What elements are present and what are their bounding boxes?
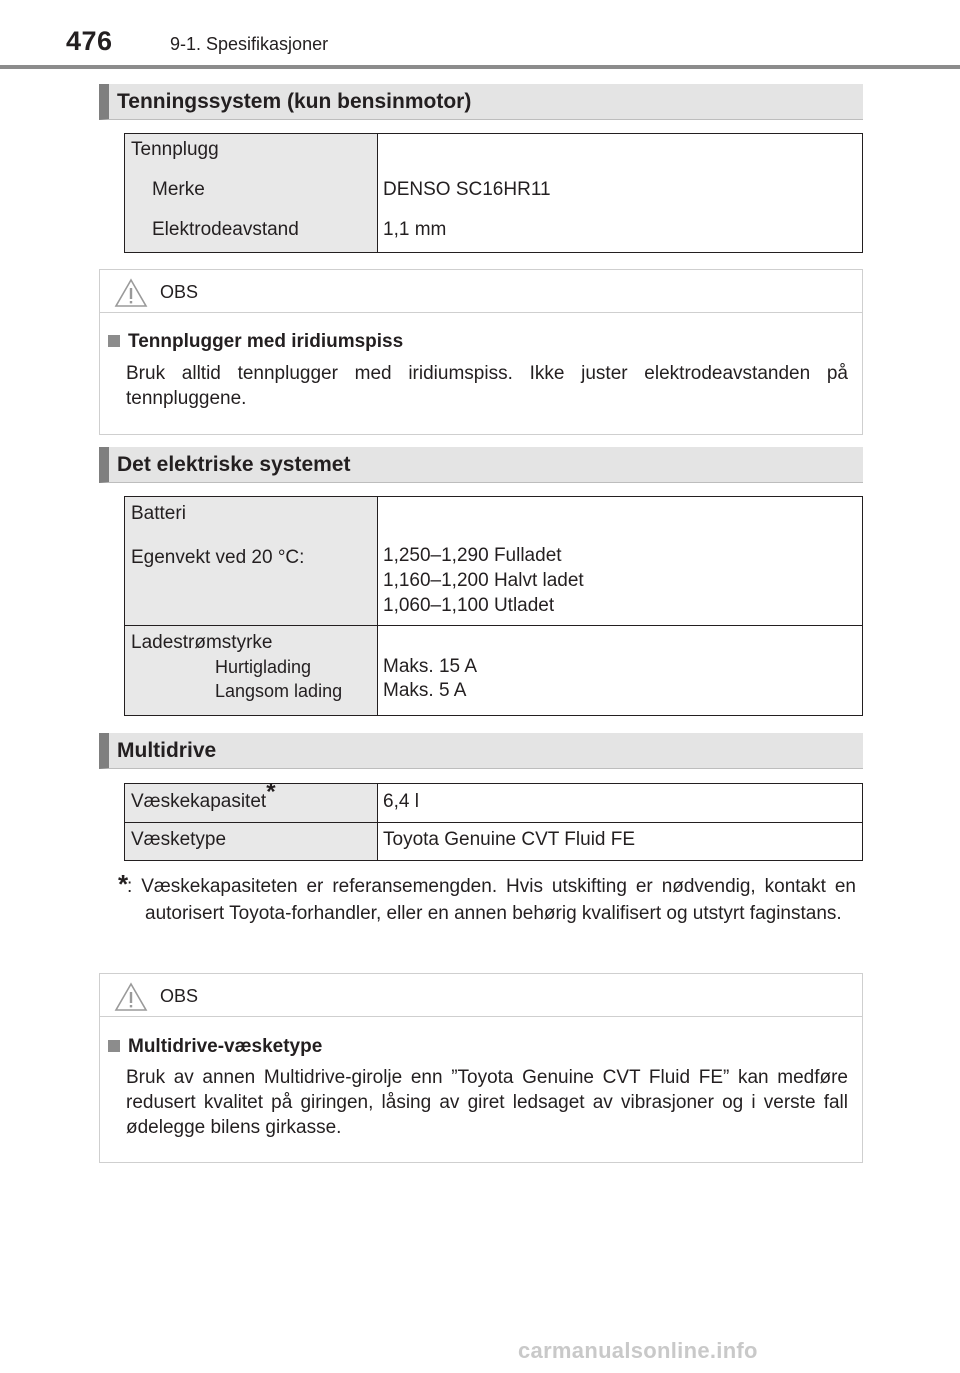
page-number: 476 — [66, 26, 113, 56]
capacity-value-cell — [378, 784, 863, 823]
section-title-multidrive: Multidrive — [117, 739, 217, 762]
chapter-title: 9-1. Spesifikasjoner — [170, 34, 329, 54]
caution-label: OBS — [160, 986, 199, 1006]
warning-triangle-icon — [114, 278, 148, 308]
caution-header — [100, 270, 862, 313]
capacity-label: Væskekapasitet — [131, 791, 267, 812]
battery-label: Batteri — [131, 503, 186, 524]
table-row — [125, 784, 863, 823]
fluid-type-value-cell — [378, 823, 863, 861]
capacity-value: 6,4 l — [383, 791, 419, 812]
ignition-spec-table — [124, 133, 863, 253]
watermark: carmanualsonline.info — [518, 1338, 758, 1363]
caution-subtitle-text: Tennplugger med iridiumspiss — [128, 331, 404, 352]
fluid-type-label-cell — [125, 823, 378, 861]
footnote-star: * — [118, 869, 129, 899]
section-heading-electrical — [99, 447, 863, 483]
density-full: 1,250–1,290 Fulladet — [383, 545, 562, 566]
brand-label: Merke — [152, 179, 205, 200]
caution-body: Bruk alltid tennplugger med iridiumspiss. Ikke juster elektrodeavstanden på tennpluggene. — [126, 363, 848, 409]
capacity-label-cell — [125, 778, 378, 823]
fast-charge-label: Hurtiglading — [215, 657, 312, 677]
section-title-ignition: Tenningssystem (kun bensinmotor) — [117, 90, 472, 113]
spark-plug-label: Tennplugg — [131, 139, 219, 160]
slow-charge-value: Maks. 5 A — [383, 680, 467, 701]
caution-box-multidrive — [99, 973, 863, 1163]
multidrive-spec-table — [124, 778, 863, 861]
slow-charge-label: Langsom lading — [215, 681, 343, 701]
ignition-label-cell — [125, 134, 378, 253]
caution-subtitle — [108, 1036, 322, 1058]
warning-triangle-icon — [114, 982, 148, 1012]
table-row — [125, 134, 863, 253]
table-row — [125, 626, 863, 716]
ignition-value-cell — [378, 134, 863, 253]
caution-subtitle — [108, 331, 403, 353]
section-title-electrical: Det elektriske systemet — [117, 453, 351, 476]
square-bullet-icon — [108, 1040, 120, 1052]
caution-subtitle-text: Multidrive-væsketype — [128, 1036, 323, 1057]
charge-label: Ladestrømstyrke — [131, 632, 273, 653]
square-bullet-icon — [108, 335, 120, 347]
battery-label-cell — [125, 497, 378, 626]
fast-charge-value: Maks. 15 A — [383, 656, 477, 677]
table-row — [125, 497, 863, 626]
section-heading-multidrive — [99, 733, 863, 769]
fluid-type-value: Toyota Genuine CVT Fluid FE — [383, 829, 636, 850]
header-divider — [0, 65, 960, 69]
gap-label: Elektrodeavstand — [152, 219, 299, 240]
footnote-mark: * — [266, 778, 276, 806]
density-half: 1,160–1,200 Halvt ladet — [383, 570, 584, 591]
brand-value: DENSO SC16HR11 — [383, 179, 551, 200]
caution-box-spark-plugs — [99, 269, 863, 435]
electrical-spec-table — [124, 496, 863, 716]
table-row — [125, 823, 863, 861]
footnote — [118, 869, 856, 927]
caution-label: OBS — [160, 282, 199, 302]
battery-value-cell — [378, 497, 863, 626]
footnote-text: : Væskekapasiteten er referansemengden. Hvis utskifting er nødvendig, kontakt en autorisert Toyota-forhandler, eller en annen behørig kvalifisert og utstyrt faginstans. — [127, 876, 856, 924]
charge-label-cell — [125, 626, 378, 716]
density-label: Egenvekt ved 20 °C: — [131, 547, 305, 568]
caution-body: Bruk av annen Multidrive-girolje enn ”Toyota Genuine CVT Fluid FE” kan medføre redusert kvalitet på giringen, låsing av giret ledsaget av vibrasjoner og i verste fall ødelegge bilens girkasse. — [126, 1067, 848, 1138]
section-heading-ignition — [99, 84, 863, 120]
gap-value: 1,1 mm — [383, 219, 447, 240]
caution-header — [100, 974, 862, 1017]
density-empty: 1,060–1,100 Utladet — [383, 595, 555, 616]
fluid-type-label: Væsketype — [131, 829, 227, 850]
charge-value-cell — [378, 626, 863, 716]
